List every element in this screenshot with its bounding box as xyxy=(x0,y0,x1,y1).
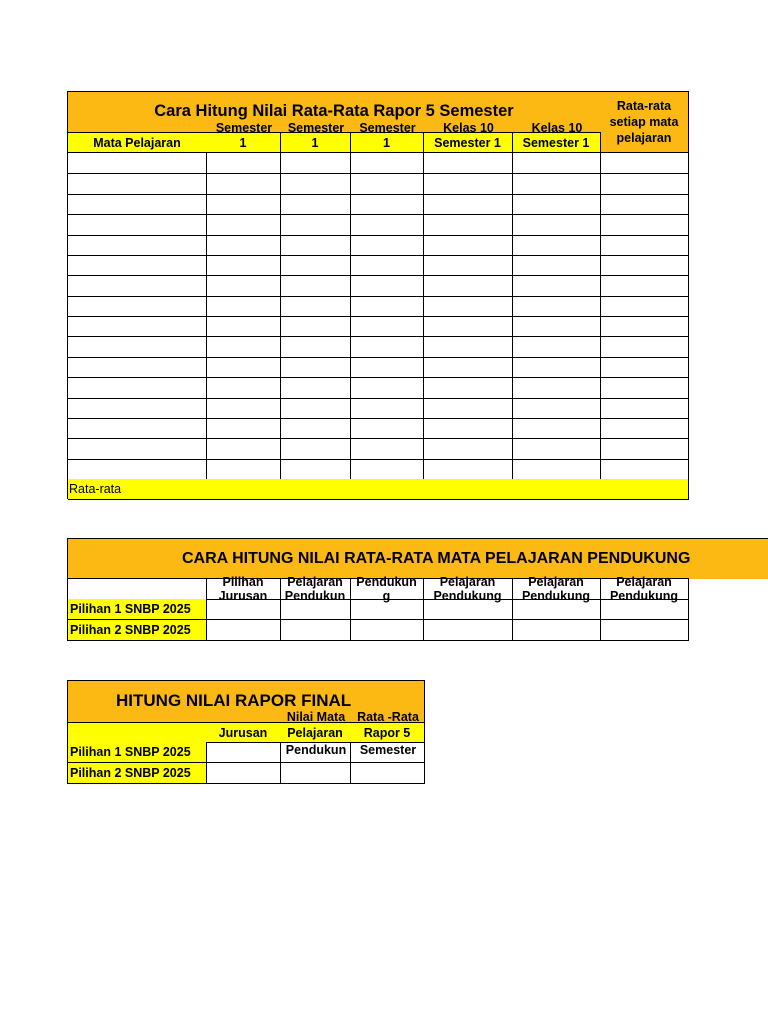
grade-cell xyxy=(206,214,281,235)
grade-cell xyxy=(600,377,689,398)
grade-cell xyxy=(350,377,424,398)
supporting-row-label: Pilihan 1 SNBP 2025 xyxy=(68,599,207,620)
grade-cell xyxy=(68,235,207,256)
grade-cell xyxy=(512,398,601,419)
grade-cell xyxy=(512,336,601,357)
supporting-header-cell xyxy=(600,575,689,603)
grade-cell xyxy=(512,214,601,235)
grade-cell xyxy=(423,336,513,357)
grade-cell xyxy=(206,398,281,419)
final-row-label: Pilihan 2 SNBP 2025 xyxy=(68,763,207,784)
grade-cell xyxy=(512,357,601,378)
grade-cell xyxy=(350,438,424,459)
column-header-4-top: Kelas 10 xyxy=(443,121,494,135)
grade-cell xyxy=(206,336,281,357)
grade-cell xyxy=(600,194,689,215)
grade-cell xyxy=(423,275,513,296)
grade-cell xyxy=(68,377,207,398)
grade-cell xyxy=(423,214,513,235)
grade-cell xyxy=(68,398,207,419)
grade-cell xyxy=(280,173,351,194)
grade-cell xyxy=(68,275,207,296)
supporting-header-label: Pelajaran Pendukung xyxy=(433,575,502,603)
supporting-header-label: Pendukun g xyxy=(356,575,417,603)
column-header-1-top: Semester xyxy=(215,121,273,135)
final-header-nilai-mapel-bottom: Pendukun xyxy=(285,743,347,757)
final-header-nilai-mapel-top: Nilai Mata xyxy=(286,710,346,724)
grade-cell xyxy=(350,459,424,480)
supporting-header-blank xyxy=(68,578,207,600)
column-header-4: Semester 1 xyxy=(423,132,513,153)
grade-cell xyxy=(600,153,689,174)
grade-cell xyxy=(600,357,689,378)
supporting-header-cell xyxy=(350,575,424,603)
grade-cell xyxy=(280,418,351,439)
grade-cell xyxy=(350,153,424,174)
grade-cell xyxy=(600,214,689,235)
average-footer-label-cell xyxy=(68,479,207,500)
supporting-subjects-title: CARA HITUNG NILAI RATA-RATA MATA PELAJARAN PENDUKUNG xyxy=(182,550,691,567)
column-header-3: 1 xyxy=(350,132,424,153)
grade-cell xyxy=(68,418,207,439)
average-footer-cell xyxy=(512,479,601,500)
supporting-value-cell xyxy=(512,620,601,641)
grade-cell xyxy=(600,275,689,296)
final-header-jurusan: Jurusan xyxy=(206,722,281,743)
supporting-value-cell xyxy=(206,620,281,641)
grade-cell xyxy=(512,377,601,398)
grade-cell xyxy=(600,296,689,317)
column-header-3-top: Semester xyxy=(359,121,416,135)
supporting-header-cell xyxy=(512,575,601,603)
grade-cell xyxy=(350,194,424,215)
grade-cell xyxy=(512,418,601,439)
grade-cell xyxy=(600,235,689,256)
grade-cell xyxy=(350,255,424,276)
grade-cell xyxy=(68,194,207,215)
grade-cell xyxy=(206,296,281,317)
column-header-2-top: Semester xyxy=(287,121,345,135)
grade-cell xyxy=(600,336,689,357)
grade-cell xyxy=(280,357,351,378)
supporting-value-cell xyxy=(350,620,424,641)
grade-cell xyxy=(68,438,207,459)
grade-cell xyxy=(350,357,424,378)
supporting-header-cell xyxy=(423,575,513,603)
grade-cell xyxy=(512,296,601,317)
subject-average-header: Rata-rata setiap mata pelajaran xyxy=(600,92,689,153)
final-value-cell xyxy=(206,742,281,763)
grade-cell xyxy=(600,418,689,439)
grade-cell xyxy=(512,235,601,256)
grade-cell xyxy=(512,255,601,276)
grade-cell xyxy=(280,194,351,215)
supporting-value-cell xyxy=(280,599,351,620)
grade-cell xyxy=(512,438,601,459)
grade-cell xyxy=(206,459,281,480)
grade-cell xyxy=(206,275,281,296)
average-footer-cell xyxy=(206,479,281,500)
grade-cell xyxy=(350,316,424,337)
column-header-5: Semester 1 xyxy=(512,132,601,153)
grade-cell xyxy=(206,357,281,378)
grade-cell xyxy=(512,173,601,194)
grade-cell xyxy=(280,153,351,174)
grade-cell xyxy=(68,153,207,174)
final-header-rata-rapor: Rapor 5 xyxy=(350,722,425,743)
grade-cell xyxy=(512,316,601,337)
grade-cell xyxy=(423,459,513,480)
supporting-value-cell xyxy=(206,599,281,620)
grade-cell xyxy=(68,459,207,480)
supporting-value-cell xyxy=(600,599,689,620)
grade-cell xyxy=(206,377,281,398)
final-value-cell xyxy=(350,742,425,763)
grade-cell xyxy=(423,255,513,276)
grade-cell xyxy=(350,418,424,439)
grade-cell xyxy=(423,153,513,174)
grade-cell xyxy=(68,214,207,235)
grade-cell xyxy=(280,235,351,256)
grade-cell xyxy=(280,316,351,337)
column-header-2: 1 xyxy=(280,132,351,153)
grade-cell xyxy=(423,296,513,317)
grade-cell xyxy=(68,357,207,378)
grade-cell xyxy=(423,398,513,419)
average-footer-cell xyxy=(280,479,351,500)
final-row-label: Pilihan 1 SNBP 2025 xyxy=(68,742,207,763)
supporting-subjects-title-bar xyxy=(67,538,768,579)
grade-cell xyxy=(68,255,207,276)
supporting-row-label: Pilihan 2 SNBP 2025 xyxy=(68,620,207,641)
column-header-5-top: Kelas 10 xyxy=(531,121,583,135)
supporting-subjects-table xyxy=(67,575,689,641)
grade-cell xyxy=(512,153,601,174)
supporting-value-cell xyxy=(280,620,351,641)
grade-cell xyxy=(68,336,207,357)
grade-cell xyxy=(280,296,351,317)
grade-cell xyxy=(512,459,601,480)
grade-cell xyxy=(280,275,351,296)
grade-cell xyxy=(206,418,281,439)
supporting-value-cell xyxy=(512,599,601,620)
supporting-header-label: Pelajaran Pendukun xyxy=(284,575,346,603)
grade-cell xyxy=(280,398,351,419)
final-value-cell xyxy=(206,763,281,784)
supporting-value-cell xyxy=(600,620,689,641)
grade-cell xyxy=(600,173,689,194)
grade-cell xyxy=(280,255,351,276)
average-footer-cell xyxy=(350,479,424,500)
grade-cell xyxy=(350,336,424,357)
grade-cell xyxy=(68,296,207,317)
grade-cell xyxy=(68,173,207,194)
grade-cell xyxy=(280,438,351,459)
average-footer-cell xyxy=(423,479,513,500)
grade-cell xyxy=(600,459,689,480)
grade-cell xyxy=(423,173,513,194)
final-header-rata-rapor-bottom: Semester xyxy=(359,743,417,757)
grade-cell xyxy=(280,459,351,480)
grade-cell xyxy=(280,377,351,398)
grade-cell xyxy=(206,173,281,194)
column-header-1: 1 xyxy=(206,132,281,153)
grade-cell xyxy=(206,438,281,459)
grade-cell xyxy=(206,194,281,215)
supporting-header-cell xyxy=(206,575,281,603)
supporting-header-label: Pelajaran Pendukung xyxy=(521,575,591,603)
grade-cell xyxy=(206,255,281,276)
grade-cell xyxy=(423,316,513,337)
subject-column-header: Mata Pelajaran xyxy=(68,132,207,153)
grade-cell xyxy=(423,235,513,256)
final-value-cell xyxy=(280,742,351,763)
grade-cell xyxy=(600,398,689,419)
table-title: Cara Hitung Nilai Rata-Rata Rapor 5 Semester xyxy=(154,102,514,120)
grade-cell xyxy=(423,357,513,378)
grade-cell xyxy=(600,316,689,337)
grade-cell xyxy=(350,235,424,256)
grade-cell xyxy=(68,316,207,337)
final-header-nilai-mapel: Pelajaran xyxy=(280,722,351,743)
grade-cell xyxy=(350,296,424,317)
supporting-value-cell xyxy=(423,599,513,620)
grade-cell xyxy=(280,336,351,357)
average-footer-label: Rata-rata xyxy=(69,482,122,496)
final-value-cell xyxy=(280,763,351,784)
supporting-header-cell xyxy=(280,575,351,603)
grade-cell xyxy=(350,214,424,235)
final-header-blank xyxy=(68,722,207,743)
grade-cell xyxy=(280,214,351,235)
grade-cell xyxy=(423,418,513,439)
final-value-cell xyxy=(350,763,425,784)
grade-cell xyxy=(206,316,281,337)
grade-cell xyxy=(512,194,601,215)
grade-cell xyxy=(423,194,513,215)
grade-cell xyxy=(350,173,424,194)
rapor-average-table xyxy=(67,91,689,499)
grade-cell xyxy=(350,275,424,296)
supporting-value-cell xyxy=(350,599,424,620)
grade-cell xyxy=(206,235,281,256)
final-rapor-table xyxy=(67,680,425,784)
supporting-header-label: Pilihan Jurusan xyxy=(218,575,268,603)
grade-cell xyxy=(206,153,281,174)
grade-cell xyxy=(350,398,424,419)
grade-cell xyxy=(600,438,689,459)
grade-cell xyxy=(600,255,689,276)
supporting-value-cell xyxy=(423,620,513,641)
grade-cell xyxy=(423,438,513,459)
supporting-header-label: Pelajaran Pendukung xyxy=(609,575,679,603)
grade-cell xyxy=(512,275,601,296)
average-footer-cell xyxy=(600,479,689,500)
final-title: HITUNG NILAI RAPOR FINAL xyxy=(116,691,352,710)
grade-cell xyxy=(423,377,513,398)
final-header-rata-rapor-top: Rata -Rata xyxy=(357,710,419,724)
